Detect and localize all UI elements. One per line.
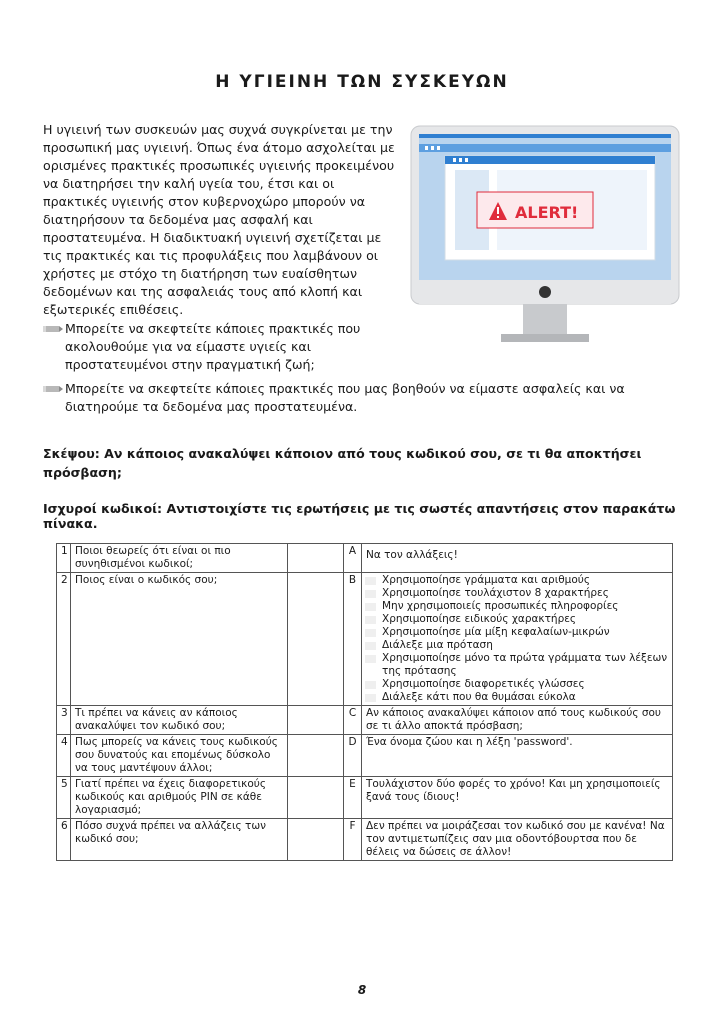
question-text: Γιατί πρέπει να έχεις διαφορετικούς κωδικούς και αριθμούς PIN σε κάθε λογαριασμό; <box>71 777 288 819</box>
table-row <box>57 573 673 706</box>
bullet-real-life-practices <box>43 320 363 374</box>
answer-slot[interactable] <box>288 735 344 777</box>
question-number: 1 <box>57 544 71 573</box>
answer-text: Τουλάχιστον δύο φορές το χρόνο! Και μη χρησιμοποιείς ξανά τους ίδιους! <box>362 777 673 819</box>
match-instruction: Ισχυροί κωδικοί: Αντιστοιχίστε τις ερωτήσεις με τις σωστές απαντήσεις στον παρακάτω πίνακα. <box>43 501 676 531</box>
question-number: 4 <box>57 735 71 777</box>
answer-letter: C <box>344 706 362 735</box>
table-row <box>57 777 673 819</box>
password-tip: Μην χρησιμοποιείς προσωπικές πληροφορίες <box>362 600 668 613</box>
table-row <box>57 544 673 573</box>
question-number: 6 <box>57 819 71 861</box>
answer-letter: A <box>344 544 362 573</box>
password-tip: Χρησιμοποίησε ειδικούς χαρακτήρες <box>362 613 668 626</box>
answer-letter: F <box>344 819 362 861</box>
answer-letter: E <box>344 777 362 819</box>
password-tip: Χρησιμοποίησε μία μίξη κεφαλαίων-μικρών <box>362 626 668 639</box>
question-number: 2 <box>57 573 71 706</box>
answer-slot[interactable] <box>288 573 344 706</box>
answer-text: Δεν πρέπει να μοιράζεσαι τον κωδικό σου με κανένα! Να τον αντιμετωπίζεις σαν μια οδοντόβουρτσα που δε θέλεις να δώσεις σε άλλον! <box>362 819 673 861</box>
table-row <box>57 819 673 861</box>
question-text: Ποιος είναι ο κωδικός σου; <box>71 573 288 706</box>
answer-slot[interactable] <box>288 777 344 819</box>
answer-letter: D <box>344 735 362 777</box>
question-number: 5 <box>57 777 71 819</box>
password-tip: Χρησιμοποίησε μόνο τα πρώτα γράμματα των λέξεων της πρότασης <box>362 652 668 678</box>
bullet-online-practices <box>43 380 683 416</box>
page-number: 8 <box>357 983 367 997</box>
table-row <box>57 735 673 777</box>
pencil-icon <box>43 323 63 335</box>
password-tip: Διάλεξε κάτι που θα θυμάσαι εύκολα <box>362 691 668 704</box>
question-text: Τι πρέπει να κάνεις αν κάποιος ανακαλύψει τον κωδικό σου; <box>71 706 288 735</box>
answer-text: Ένα όνομα ζώου και η λέξη 'password'. <box>362 735 673 777</box>
password-tip: Διάλεξε μια πρόταση <box>362 639 668 652</box>
answer-text-list <box>362 573 673 706</box>
think-question: Σκέψου: Αν κάποιος ανακαλύψει κάποιον από τους κωδικού σου, σε τι θα αποκτήσει πρόσβαση; <box>43 446 642 480</box>
bullet-text: Μπορείτε να σκεφτείτε κάποιες πρακτικές που μας βοηθούν να είμαστε ασφαλείς και να διατηρούμε τα δεδομένα μας προστατευμένα. <box>65 381 625 414</box>
answer-slot[interactable] <box>288 706 344 735</box>
matching-table <box>56 543 673 861</box>
question-text: Ποιοι θεωρείς ότι είναι οι πιο συνηθισμένοι κωδικοί; <box>71 544 288 573</box>
answer-text: Αν κάποιος ανακαλύψει κάποιον από τους κωδικούς σου σε τι άλλο αποκτά πρόσβαση; <box>362 706 673 735</box>
question-text: Πόσο συχνά πρέπει να αλλάζεις των κωδικό σου; <box>71 819 288 861</box>
answer-letter: B <box>344 573 362 706</box>
bullet-text: Μπορείτε να σκεφτείτε κάποιες πρακτικές που ακολουθούμε για να είμαστε υγιείς και προστατευμένοι στην πραγματική ζωή; <box>65 321 361 372</box>
password-tip: Χρησιμοποίησε τουλάχιστον 8 χαρακτήρες <box>362 587 668 600</box>
intro-paragraph: Η υγιεινή των συσκευών μας συχνά συγκρίνεται με την προσωπική μας υγιεινή. Όπως ένα άτομο ασχολείται με ορισμένες πρακτικές προσωπικές υγιεινής προκειμένου να διατηρήσει την καλή υγεία του, έτσι και οι πρακτικές υγιεινής στον κυβερνοχώρο μπορούν να διατηρήσουν τα δεδομένα μας ασφαλή και προστατευμένα. Η διαδικτυακή υγιεινή σχετίζεται με τις πρακτικές και τις προφυλάξεις που λαμβάνουν οι χρήστες με στόχο τη διατήρηση των ευαίσθητων δεδομένων και της ασφαλειάς τους από κλοπή και εξωτερικές επιθέσεις. <box>43 122 395 317</box>
question-number: 3 <box>57 706 71 735</box>
question-text: Πως μπορείς να κάνεις τους κωδικούς σου δυνατούς και επομένως δύσκολο να τους μαντέψουν άλλοι; <box>71 735 288 777</box>
page-title: Η ΥΓΙΕΙΝΗ ΤΩΝ ΣΥΣΚΕΥΩΝ <box>215 72 509 92</box>
password-tip: Χρησιμοποίησε διαφορετικές γλώσσες <box>362 678 668 691</box>
answer-text: Να τον αλλάξεις! <box>362 544 673 573</box>
alert-label: ALERT! <box>515 203 579 222</box>
password-tip: Χρησιμοποίησε γράμματα και αριθμούς <box>362 574 668 587</box>
monitor-alert-icon <box>405 122 685 346</box>
answer-slot[interactable] <box>288 544 344 573</box>
answer-slot[interactable] <box>288 819 344 861</box>
pencil-icon <box>43 383 63 395</box>
table-row <box>57 706 673 735</box>
